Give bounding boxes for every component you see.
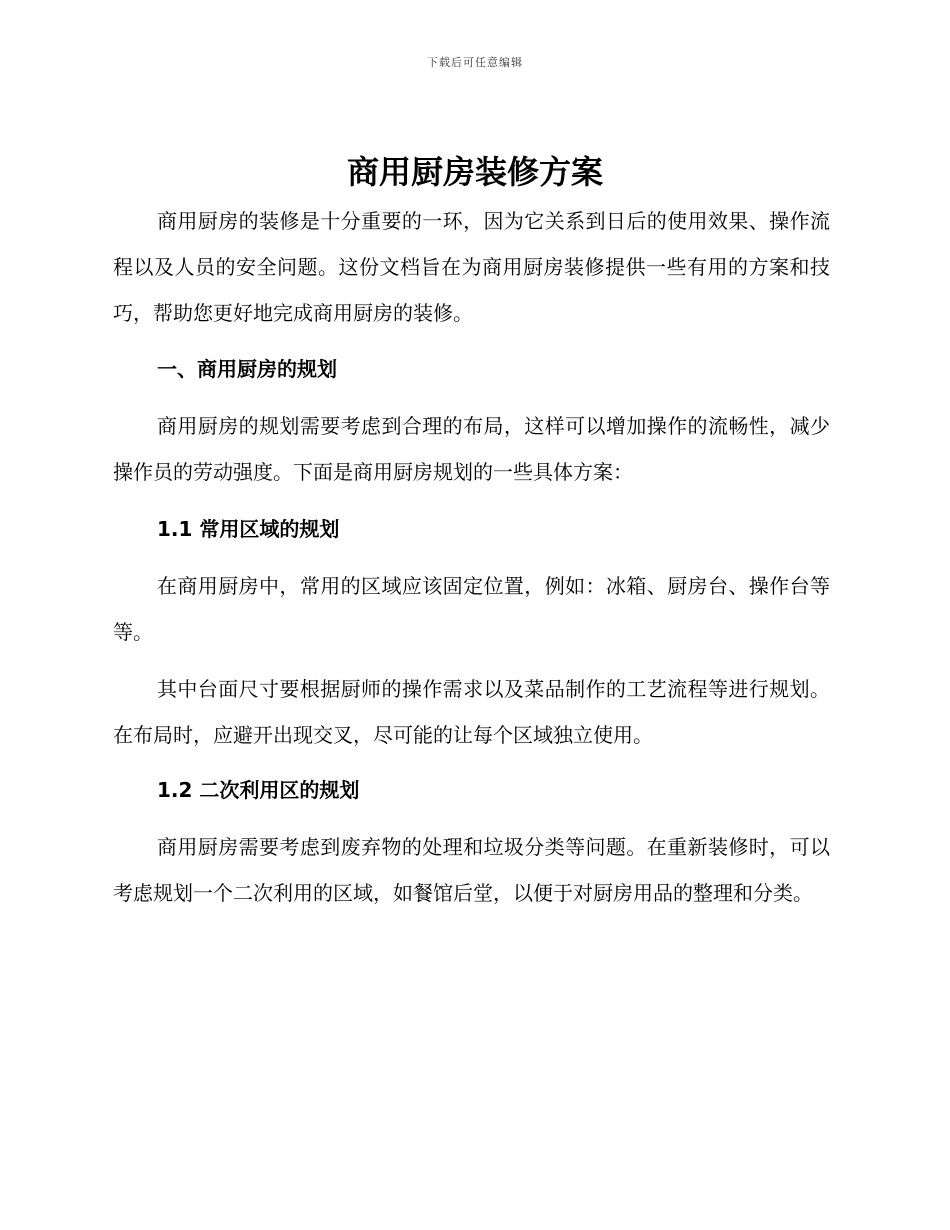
subsection-heading: 1.1 常用区域的规划: [157, 517, 340, 541]
section-heading: 一、商用厨房的规划: [157, 357, 337, 381]
section-1-2-body: [113, 824, 830, 916]
section-1: [113, 346, 830, 392]
section-1-1-body-2: [113, 666, 830, 758]
section-1-body: [113, 403, 830, 495]
intro-paragraph: 商用厨房的装修是十分重要的一环，因为它关系到日后的使用效果、操作流程以及人员的安全问题。这份文档旨在为商用厨房装修提供一些有用的方案和技巧，帮助您更好地完成商用厨房的装修。: [113, 209, 830, 325]
document-title: 商用厨房装修方案: [346, 153, 603, 191]
section-paragraph: 商用厨房的规划需要考虑到合理的布局，这样可以增加操作的流畅性，减少操作员的劳动强度。下面是商用厨房规划的一些具体方案：: [113, 414, 830, 484]
section-paragraph: 在商用厨房中，常用的区域应该固定位置，例如：冰箱、厨房台、操作台等等。: [113, 574, 830, 644]
document-body: [113, 198, 830, 336]
section-1-2: [113, 767, 830, 813]
page-header: 下载后可任意编辑: [427, 56, 523, 69]
section-1-1-body-1: [113, 563, 830, 655]
section-1-1: [113, 506, 830, 552]
subsection-heading: 1.2 二次利用区的规划: [157, 778, 360, 802]
section-paragraph: 其中台面尺寸要根据厨师的操作需求以及菜品制作的工艺流程等进行规划。在布局时，应避开出现交叉，尽可能的让每个区域独立使用。: [113, 677, 830, 747]
section-paragraph: 商用厨房需要考虑到废弃物的处理和垃圾分类等问题。在重新装修时，可以考虑规划一个二次利用的区域，如餐馆后堂，以便于对厨房用品的整理和分类。: [113, 835, 830, 905]
